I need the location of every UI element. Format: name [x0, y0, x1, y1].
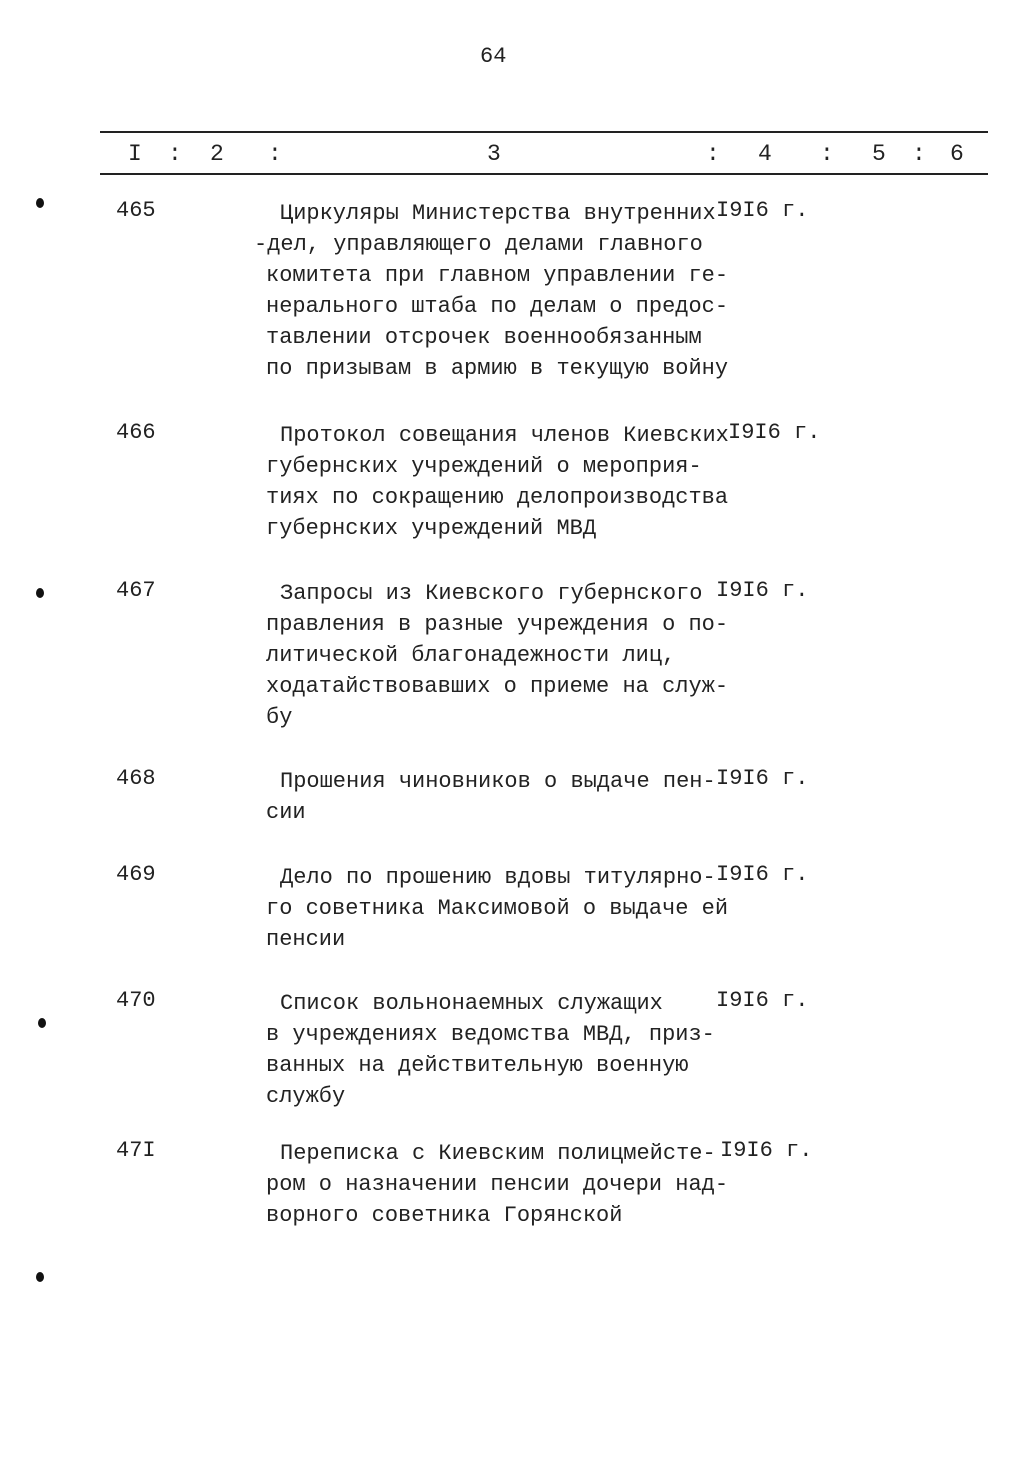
header-top-rule	[100, 131, 988, 133]
entry-description	[266, 1138, 729, 1231]
entry-number: 469	[116, 862, 156, 887]
page-number: 64	[480, 44, 507, 69]
header-col-1: I	[128, 141, 142, 167]
description-line: сии	[266, 800, 306, 825]
header-col-5: 5	[872, 141, 886, 167]
entry-description	[254, 198, 729, 384]
entry-description	[266, 988, 726, 1112]
punch-hole-mark	[36, 1272, 44, 1282]
description-line: ворного советника Горянской	[266, 1203, 623, 1228]
description-line: тиях по сокращению делопроизводства	[266, 485, 729, 510]
description-line: в учреждениях ведомства МВД, приз-	[266, 1022, 715, 1047]
entry-description	[266, 420, 729, 544]
header-bottom-rule	[100, 173, 988, 175]
description-line: службу	[266, 1084, 346, 1109]
header-separator: :	[912, 141, 926, 167]
entry-number: 468	[116, 766, 156, 791]
entry-year: I9I6 г.	[716, 862, 809, 887]
entry-year: I9I6 г.	[716, 766, 809, 791]
description-line: Список вольнонаемных служащих	[280, 991, 663, 1016]
description-line: нерального штаба по делам о предос-	[266, 294, 729, 319]
description-line: правления в разные учреждения о по-	[266, 612, 729, 637]
punch-hole-mark	[36, 198, 44, 208]
entry-year: I9I6 г.	[728, 420, 821, 445]
entry-number: 466	[116, 420, 156, 445]
description-line: губернских учреждений МВД	[266, 516, 597, 541]
entry-year: I9I6 г.	[716, 988, 809, 1013]
description-line: ром о назначении пенсии дочери над-	[266, 1172, 729, 1197]
entry-number: 470	[116, 988, 156, 1013]
description-line: ходатайствовавших о приеме на служ-	[266, 674, 729, 699]
description-line: комитета при главном управлении ге-	[266, 263, 729, 288]
description-line: Циркуляры Министерства внутренних	[280, 201, 716, 226]
description-line: пенсии	[266, 927, 346, 952]
entry-number: 465	[116, 198, 156, 223]
header-separator: :	[706, 141, 720, 167]
header-col-6: 6	[950, 141, 964, 167]
description-line: Запросы из Киевского губернского	[280, 581, 703, 606]
entry-number: 47I	[116, 1138, 156, 1163]
description-line: тавлении отсрочек военнообязанным	[266, 325, 702, 350]
description-line: -дел, управляющего делами главного	[254, 232, 703, 257]
description-line: Протокол совещания членов Киевских	[280, 423, 729, 448]
entry-year: I9I6 г.	[720, 1138, 813, 1163]
punch-hole-mark	[36, 588, 44, 598]
header-col-2: 2	[210, 141, 224, 167]
entry-number: 467	[116, 578, 156, 603]
description-line: го советника Максимовой о выдаче ей	[266, 896, 729, 921]
entry-description	[266, 766, 726, 828]
description-line: по призывам в армию в текущую войну	[266, 356, 729, 381]
entry-year: I9I6 г.	[716, 578, 809, 603]
description-line: Переписка с Киевским полицмейсте-	[280, 1141, 716, 1166]
header-separator: :	[168, 141, 182, 167]
header-col-3: 3	[487, 141, 501, 167]
header-col-4: 4	[758, 141, 772, 167]
header-separator: :	[820, 141, 834, 167]
entry-description	[266, 862, 729, 955]
description-line: губернских учреждений о мероприя-	[266, 454, 702, 479]
description-line: литической благонадежности лиц,	[266, 643, 676, 668]
punch-hole-mark	[38, 1018, 46, 1028]
entry-description	[266, 578, 729, 733]
description-line: бу	[266, 705, 293, 730]
entry-year: I9I6 г.	[716, 198, 809, 223]
header-separator: :	[268, 141, 282, 167]
description-line: Дело по прошению вдовы титулярно-	[280, 865, 716, 890]
description-line: Прошения чиновников о выдаче пен-	[280, 769, 716, 794]
description-line: ванных на действительную военную	[266, 1053, 689, 1078]
